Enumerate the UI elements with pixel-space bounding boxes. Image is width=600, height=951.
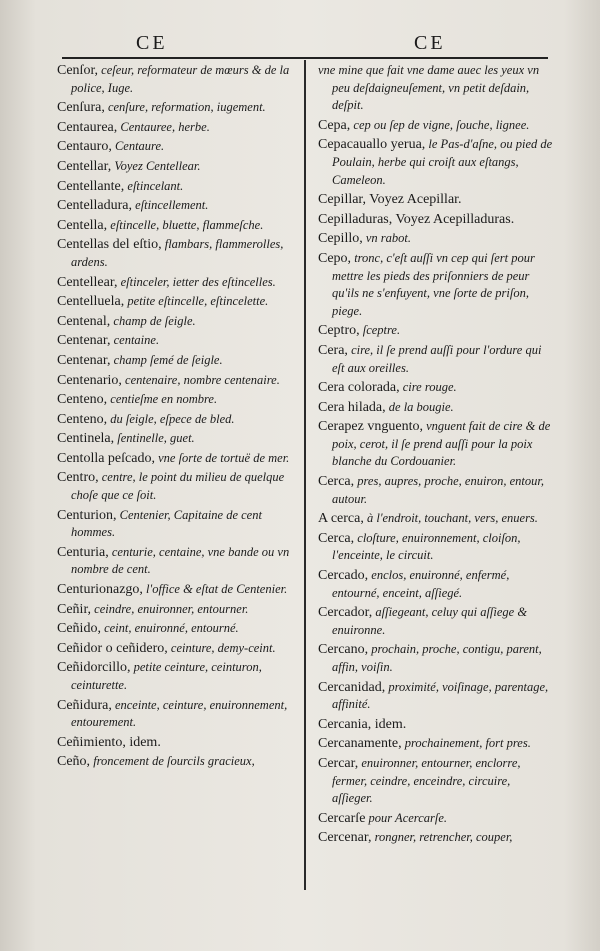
entry-headword: Centellar, <box>57 158 112 174</box>
entry-headword: Ceñido, <box>57 621 101 637</box>
dictionary-entry <box>318 230 554 248</box>
dictionary-entry <box>318 62 554 115</box>
entry-definition: ceſeur, reformateur de mœurs & de la police, Iuge. <box>71 63 290 95</box>
entry-headword: Centenario, <box>57 372 122 388</box>
entry-definition: enclos, enuironné, enfermé, entourné, enceint, aſſiegé. <box>332 568 510 600</box>
entry-definition: proximité, voiſinage, parentage, affinité. <box>332 679 549 712</box>
entry-headword: Centurion, <box>57 507 117 523</box>
entry-headword: Centelladura, <box>57 198 133 214</box>
entry-definition: flambars, flammerolles, ardens. <box>71 237 284 269</box>
dictionary-entry <box>57 138 294 156</box>
entry-definition: prochain, proche, contigu, parent, affin, voiſin. <box>332 642 542 674</box>
entry-definition: centieſme en nombre. <box>107 392 218 407</box>
entry-headword: Cepa, <box>318 117 351 133</box>
dictionary-entry <box>57 601 294 619</box>
entry-headword: Cenſura, <box>57 100 105 116</box>
entry-headword: Cepo, <box>318 250 352 266</box>
entry-definition: à l'endroit, touchant, vers, enuers. <box>363 511 538 526</box>
dictionary-entry <box>57 236 294 271</box>
entry-headword: Centro, <box>57 470 99 486</box>
entry-definition: ſentinelle, guet. <box>114 431 195 446</box>
entry-headword: Centeno, <box>57 411 108 427</box>
dictionary-entry <box>57 313 294 331</box>
entry-definition: petite eſtincelle, eſtincelette. <box>124 294 269 309</box>
entry-headword: Centenar, <box>57 333 111 349</box>
entry-headword: Centellear, <box>57 274 118 290</box>
dictionary-entry <box>57 178 294 196</box>
entry-definition: froncement de ſourcils gracieux, <box>90 754 255 769</box>
entry-definition: ceint, enuironné, entourné. <box>100 621 239 636</box>
dictionary-entry <box>318 810 554 828</box>
dictionary-entry <box>318 379 554 397</box>
entry-definition: rongner, retrencher, couper, <box>371 830 513 845</box>
dictionary-entry <box>57 411 294 429</box>
entry-headword: Centinela, <box>57 431 115 447</box>
dictionary-entry <box>318 211 554 229</box>
entry-definition: centre, le point du milieu de quelque choſe que ce ſoit. <box>71 470 285 503</box>
left-column <box>57 62 294 773</box>
entry-headword: Centaurea, <box>57 119 118 135</box>
entry-definition: Centenier, Capitaine de cent hommes. <box>71 507 262 540</box>
dictionary-entry <box>318 399 554 417</box>
dictionary-entry <box>318 755 554 808</box>
dictionary-entry <box>57 372 294 390</box>
entry-definition: enceinte, ceinture, enuironnement, entourement. <box>71 697 288 730</box>
dictionary-entry <box>318 530 554 565</box>
dictionary-entry <box>318 604 554 639</box>
entry-headword: Ceñidura, <box>57 697 112 713</box>
dictionary-entry <box>318 716 554 734</box>
entry-headword: Centenar, <box>57 352 111 368</box>
entry-definition: champ ſemé de ſeigle. <box>110 352 223 367</box>
entry-headword: Centelluela, <box>57 294 125 310</box>
dictionary-entry <box>318 322 554 340</box>
dictionary-entry <box>57 217 294 235</box>
dictionary-entry <box>57 753 294 771</box>
entry-definition: l'office & eſtat de Centenier. <box>142 582 288 597</box>
dictionary-entry <box>318 136 554 189</box>
entry-definition: vne mine que fait vne dame auec les yeux vn peu deſdaigneuſement, vn petit deſdain, deſpit. <box>318 63 540 113</box>
entry-definition: pour Acercarſe. <box>365 810 448 825</box>
entry-headword: Ceñidor o ceñidero, <box>57 640 168 656</box>
entry-definition: vnguent fait de cire & de poix, cerot, il ſe prend auſſi pour la poix blanche du Cordouanier. <box>332 419 551 469</box>
entry-definition: le Pas-d'aſne, ou pied de Poulain, herbe qui croiſt aux eſtangs, Cameleon. <box>332 137 553 187</box>
dictionary-entry <box>318 641 554 676</box>
header-rule <box>62 57 548 59</box>
entry-headword: Cepacauallo yerua, <box>318 137 426 153</box>
entry-headword: Cerca, <box>318 530 355 546</box>
dictionary-entry <box>57 293 294 311</box>
dictionary-entry <box>57 450 294 468</box>
entry-headword: Cera, <box>318 342 348 358</box>
dictionary-entry <box>57 99 294 117</box>
entry-headword: Centellante, <box>57 178 125 194</box>
entry-headword: Cera hilada, <box>318 399 386 415</box>
entry-definition: tronc, c'eſt auſſi vn cep qui ſert pour mettre les pieds des priſonniers de peur qu'ils ne s'enfuyent, vne ſorte de priſon, piege. <box>332 250 535 318</box>
running-head-left: CE <box>136 32 168 54</box>
dictionary-entry <box>57 469 294 504</box>
entry-headword: Centellas del eſtio, <box>57 237 162 253</box>
entry-headword: Centella, <box>57 217 108 233</box>
entry-headword: Cera colorada, <box>318 380 400 396</box>
dictionary-entry <box>57 332 294 350</box>
entry-headword: Cercar, <box>318 755 359 771</box>
entry-definition: de la bougie. <box>385 399 454 414</box>
entry-definition: ceindre, enuironner, entourner. <box>91 601 249 616</box>
entry-headword: Ceñidorcillo, <box>57 660 131 676</box>
entry-headword: Cercanidad, <box>318 679 386 695</box>
entry-headword: Centuria, <box>57 544 109 560</box>
entry-definition: vne ſorte de tortuë de mer. <box>154 450 290 465</box>
dictionary-entry <box>57 544 294 579</box>
entry-definition: aſſiegeant, celuy qui aſſiege & enuironne. <box>332 605 528 637</box>
dictionary-entry <box>318 117 554 135</box>
running-head-right: CE <box>414 32 446 54</box>
entry-headword: Ceño, <box>57 754 91 770</box>
dictionary-entry <box>57 391 294 409</box>
entry-definition: vn rabot. <box>362 231 411 246</box>
entry-headword: Centolla peſcado, <box>57 450 155 466</box>
dictionary-entry <box>57 352 294 370</box>
entry-definition: centenaire, nombre centenaire. <box>121 372 280 387</box>
entry-definition: Centaure. <box>111 139 165 154</box>
entry-headword: Centurionazgo, <box>57 582 143 598</box>
column-divider <box>304 60 306 890</box>
dictionary-entry <box>57 697 294 732</box>
entry-headword: Centeno, <box>57 392 108 408</box>
entry-headword: Ceptro, <box>318 323 360 339</box>
entry-definition: cenſure, reformation, iugement. <box>104 100 266 115</box>
dictionary-entry <box>318 679 554 714</box>
entry-definition: eſtincelant. <box>124 178 184 193</box>
dictionary-entry <box>57 119 294 137</box>
entry-definition: ceinture, demy-ceint. <box>167 640 276 655</box>
entry-headword: Cercenar, <box>318 830 372 846</box>
entry-headword: Ceñimiento, idem. <box>57 734 161 750</box>
running-head <box>62 30 548 58</box>
entry-headword: Centenal, <box>57 313 111 329</box>
dictionary-entry <box>57 640 294 658</box>
dictionary-entry <box>57 197 294 215</box>
dictionary-entry <box>57 734 294 752</box>
entry-headword: Cepillo, <box>318 231 363 247</box>
entry-headword: Cercado, <box>318 568 369 584</box>
entry-headword: A cerca, <box>318 511 364 527</box>
entry-definition: champ de ſeigle. <box>110 313 196 328</box>
dictionary-entry <box>57 62 294 97</box>
right-column <box>318 62 554 849</box>
dictionary-entry <box>318 418 554 471</box>
dictionary-entry <box>57 274 294 292</box>
dictionary-entry <box>318 473 554 508</box>
entry-definition: enuironner, entourner, enclorre, fermer, ceindre, enceindre, circuire, aſſieger. <box>332 755 521 806</box>
entry-definition: eſtinceler, ietter des eſtincelles. <box>117 274 276 289</box>
entry-definition: Voyez Centellear. <box>111 158 201 173</box>
entry-headword: Cercador, <box>318 605 373 621</box>
dictionary-entry <box>318 342 554 377</box>
entry-headword: Cercania, idem. <box>318 716 407 732</box>
dictionary-entry <box>57 620 294 638</box>
dictionary-entry <box>57 430 294 448</box>
entry-definition: pres, aupres, proche, enuiron, entour, autour. <box>332 474 544 506</box>
dictionary-entry <box>318 567 554 602</box>
entry-definition: cire, il ſe prend auſſi pour l'ordure qui eſt aux oreilles. <box>332 342 542 375</box>
entry-definition: Centauree, herbe. <box>117 119 210 134</box>
entry-headword: Ceñir, <box>57 601 92 617</box>
entry-definition: prochainement, fort pres. <box>401 736 531 751</box>
entry-definition: centaine. <box>110 333 160 348</box>
entry-headword: Cercarſe <box>318 810 366 826</box>
dictionary-entry <box>57 581 294 599</box>
dictionary-entry <box>57 158 294 176</box>
entry-headword: Cercanamente, <box>318 736 402 752</box>
entry-headword: Cepilladuras, Voyez Acepilladuras. <box>318 211 515 227</box>
entry-definition: ſceptre. <box>359 323 401 338</box>
dictionary-entry <box>318 250 554 320</box>
dictionary-entry <box>318 735 554 753</box>
entry-definition: cire rouge. <box>399 380 457 395</box>
dictionary-entry <box>318 191 554 209</box>
entry-headword: Cepillar, Voyez Acepillar. <box>318 192 462 208</box>
entry-definition: du ſeigle, eſpece de bled. <box>107 411 235 426</box>
dictionary-entry <box>57 507 294 542</box>
entry-headword: Cercano, <box>318 642 369 658</box>
entry-headword: Centauro, <box>57 139 112 155</box>
dictionary-entry <box>318 510 554 528</box>
dictionary-entry <box>318 829 554 847</box>
entry-definition: cloſture, enuironnement, cloiſon, l'enceinte, le circuit. <box>332 530 521 563</box>
entry-definition: petite ceinture, ceinturon, ceinturette. <box>71 660 262 692</box>
entry-headword: Cerapez vnguento, <box>318 419 423 435</box>
entry-definition: eſtincelle, bluette, flammeſche. <box>107 217 264 232</box>
entry-headword: Cenſor, <box>57 63 99 78</box>
dictionary-entry <box>57 659 294 694</box>
entry-definition: cep ou ſep de vigne, ſouche, lignee. <box>350 117 530 132</box>
entry-definition: eſtincellement. <box>132 198 209 213</box>
entry-definition: centurie, centaine, vne bande ou vn nombre de cent. <box>71 544 290 577</box>
entry-headword: Cerca, <box>318 474 355 490</box>
